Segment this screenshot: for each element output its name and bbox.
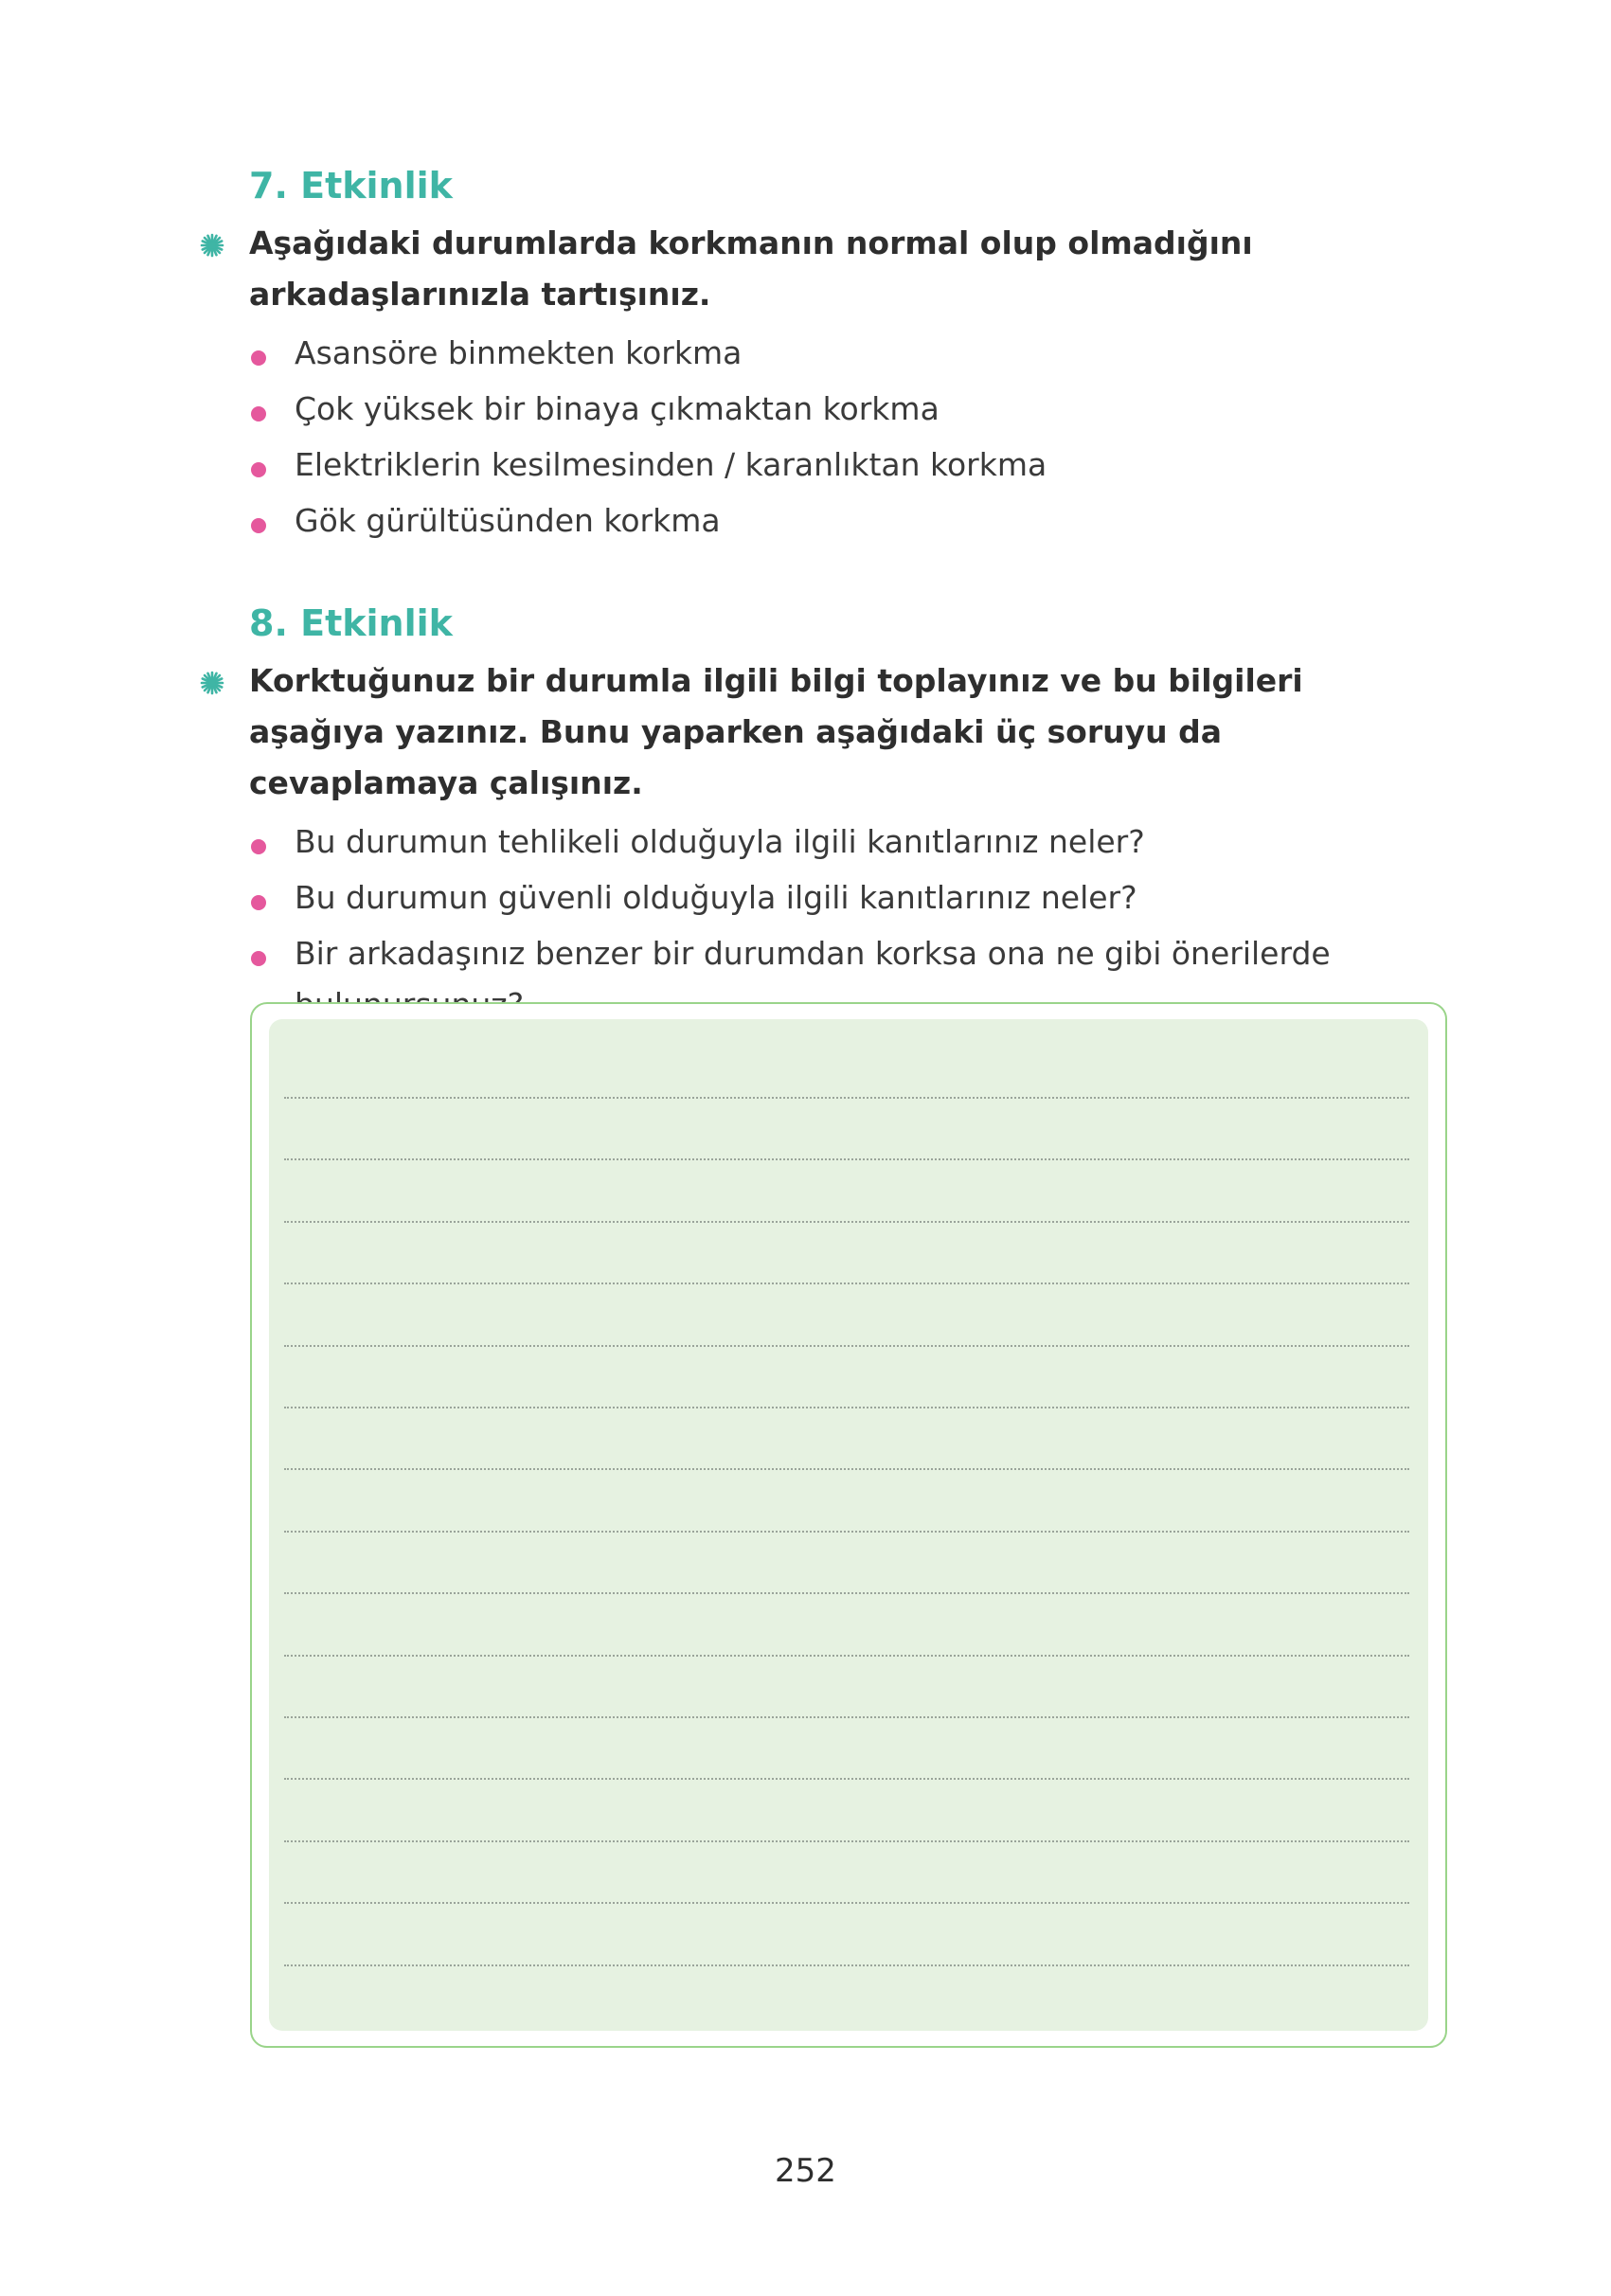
- pink-bullet-icon: [251, 951, 266, 966]
- answer-line: [284, 1345, 1409, 1347]
- activity-8-list: [249, 816, 1446, 1031]
- star-bullet-icon: [200, 671, 224, 695]
- answer-line: [284, 1964, 1409, 1966]
- pink-bullet-icon: [251, 350, 266, 366]
- activity-8-section: [249, 599, 1446, 1035]
- activity-8-instruction-text: Korktuğunuz bir durumla ilgili bilgi toplayınız ve bu bilgileri aşağıya yazınız. Bunu yaparken aşağıdaki üç soruyu da cevaplamaya çalışınız.: [249, 662, 1303, 801]
- list-item: Elektriklerin kesilmesinden / karanlıktan korkma: [249, 439, 1446, 491]
- answer-writing-area[interactable]: [269, 1019, 1428, 2031]
- answer-line: [284, 1097, 1409, 1099]
- answer-line: [284, 1902, 1409, 1904]
- page-number: 252: [775, 2152, 836, 2190]
- pink-bullet-icon: [251, 895, 266, 910]
- list-item: Bir arkadaşınız benzer bir durumdan korksa ona ne gibi önerilerde: [249, 928, 1446, 1031]
- list-item: Bu durumun tehlikeli olduğuyla ilgili kanıtlarınız neler?: [249, 816, 1446, 868]
- answer-line: [284, 1283, 1409, 1284]
- answer-line: [284, 1655, 1409, 1657]
- activity-7-section: [249, 161, 1446, 551]
- pink-bullet-icon: [251, 406, 266, 422]
- activity-8-instruction: [249, 655, 1446, 809]
- answer-line: [284, 1407, 1409, 1408]
- activity-7-instruction: [249, 218, 1446, 320]
- list-item: Bu durumun güvenli olduğuyla ilgili kanıtlarınız neler?: [249, 872, 1446, 924]
- pink-bullet-icon: [251, 518, 266, 533]
- activity-7-instruction-text: Aşağıdaki durumlarda korkmanın normal olup olmadığını arkadaşlarınızla tartışınız.: [249, 224, 1253, 313]
- list-item: Gök gürültüsünden korkma: [249, 495, 1446, 547]
- pink-bullet-icon: [251, 462, 266, 477]
- answer-line: [284, 1778, 1409, 1780]
- answer-line: [284, 1468, 1409, 1470]
- star-bullet-icon: [200, 233, 224, 258]
- activity-7-list: [249, 328, 1446, 547]
- activity-7-heading: 7. Etkinlik: [249, 165, 453, 206]
- pink-bullet-icon: [251, 839, 266, 854]
- list-item: Asansöre binmekten korkma: [249, 328, 1446, 379]
- answer-line: [284, 1716, 1409, 1718]
- answer-line: [284, 1221, 1409, 1223]
- answer-line: [284, 1840, 1409, 1842]
- answer-box[interactable]: [250, 1002, 1447, 2048]
- answer-line: [284, 1531, 1409, 1533]
- list-item: Çok yüksek bir binaya çıkmaktan korkma: [249, 384, 1446, 435]
- activity-8-heading: 8. Etkinlik: [249, 602, 453, 644]
- answer-line: [284, 1592, 1409, 1594]
- answer-line: [284, 1158, 1409, 1160]
